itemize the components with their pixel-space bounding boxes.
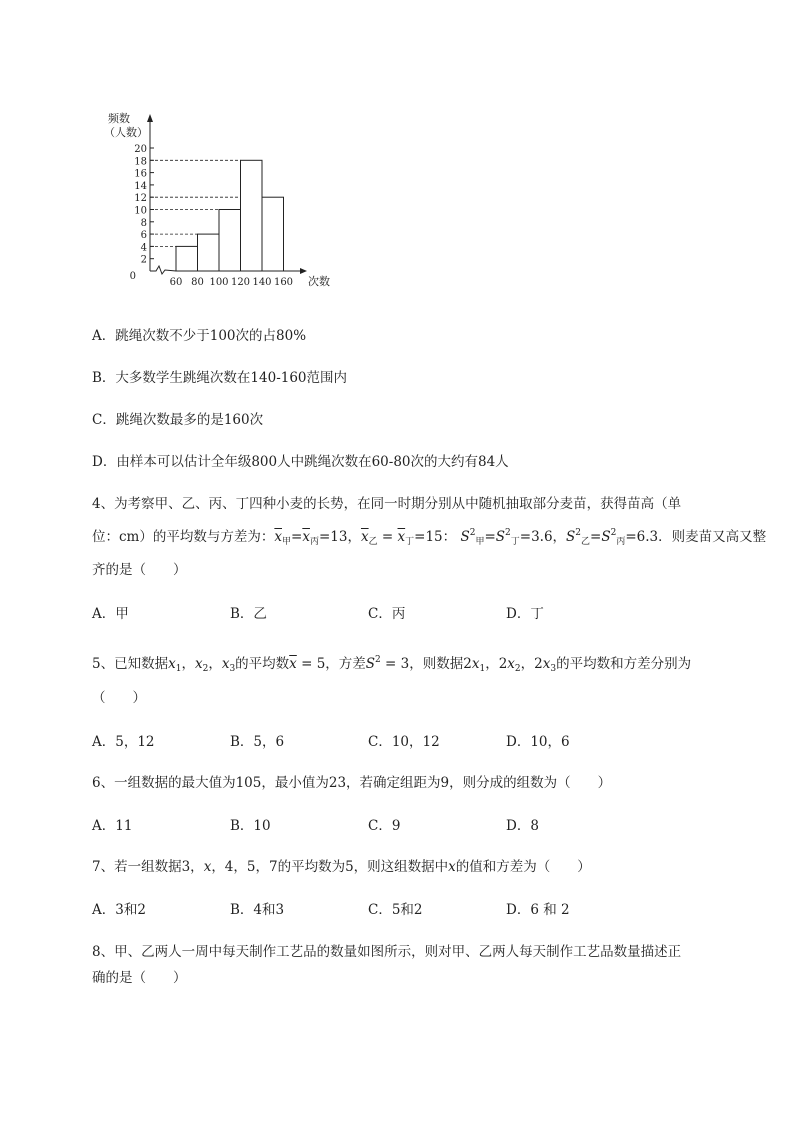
x-tick-label: 120 bbox=[230, 277, 251, 288]
q4-option-b[interactable]: B．乙 bbox=[230, 606, 267, 622]
q4-options bbox=[92, 602, 692, 622]
y-tick-label: 14 bbox=[134, 180, 147, 192]
y-tick-label: 4 bbox=[140, 242, 147, 254]
q5-option-d[interactable]: D．10，6 bbox=[506, 734, 570, 750]
q7-option-b[interactable]: B．4和3 bbox=[230, 902, 285, 918]
q4-option-d[interactable]: D．丁 bbox=[506, 606, 544, 622]
q5-options bbox=[92, 730, 692, 750]
y-tick-label: 12 bbox=[134, 193, 147, 205]
x-tick-label: 80 bbox=[191, 277, 204, 288]
q3-option-a[interactable]: A．跳绳次数不少于100次的占80% bbox=[92, 328, 307, 344]
q4-stem-line1: 4、为考察甲、乙、丙、丁四种小麦的长势，在同一时期分别从中随机抽取部分麦苗，获得苗高（单 bbox=[92, 496, 682, 512]
q7-stem: 7、若一组数据3，x，4，5，7的平均数为5，则这组数据中x的值和方差为（ ） bbox=[92, 859, 591, 875]
x-tick-label: 60 bbox=[169, 277, 183, 288]
histogram-bar bbox=[241, 160, 263, 271]
histogram-svg bbox=[100, 108, 350, 293]
q8-stem-line1: 8、甲、乙两人一周中每天制作工艺品的数量如图所示，则对甲、乙两人每天制作工艺品数量描述正 bbox=[92, 944, 682, 960]
y-axis-arrow bbox=[147, 114, 153, 122]
q5-stem-line2: （ ） bbox=[92, 690, 146, 706]
q3-option-b[interactable]: B．大多数学生跳绳次数在140-160范围内 bbox=[92, 370, 348, 386]
q4-stem-line3: 齐的是（ ） bbox=[92, 562, 187, 578]
q3-option-c[interactable]: C．跳绳次数最多的是160次 bbox=[92, 412, 264, 428]
y-tick-label: 2 bbox=[140, 254, 147, 266]
q5-stem-line1: 5、已知数据$x_1$，$x_2$，$x_3$的平均数$\overline{x} = 5$，方差$S^2 = 3$，则数据$2x_1$，$2x_2$，$2x_3$的平均数和方差分别为 bbox=[92, 655, 692, 674]
q3-option-d[interactable]: D．由样本可以估计全年级800人中跳绳次数在60-80次的大约有84人 bbox=[92, 454, 509, 470]
x-tick-label: 160 bbox=[273, 277, 294, 288]
q7-option-a[interactable]: A．3和2 bbox=[92, 902, 146, 918]
y-axis-title-line2: （人数） bbox=[104, 126, 148, 139]
x-axis-title: 次数 bbox=[308, 275, 330, 288]
y-tick-label: 10 bbox=[134, 205, 147, 217]
q4-stem-line2: 位：cm）的平均数与方差为：$\overline{x}_甲=\overline{x}_丙=13$，$\overline{x}_乙 = \overline{x}_丁=15$： $S^2_甲=S^2_丁=3.6$，$S^2_乙=S^2_丙=6.3$．则麦苗又高又整 bbox=[92, 528, 767, 547]
q6-option-d[interactable]: D．8 bbox=[506, 818, 539, 834]
y-tick-label: 6 bbox=[140, 230, 147, 242]
q6-option-a[interactable]: A．11 bbox=[92, 818, 133, 834]
q6-option-c[interactable]: C．9 bbox=[368, 818, 401, 834]
q6-option-b[interactable]: B．10 bbox=[230, 818, 271, 834]
q7-option-c[interactable]: C．5和2 bbox=[368, 902, 423, 918]
q4-option-a[interactable]: A．甲 bbox=[92, 606, 129, 622]
y-tick-label: 8 bbox=[140, 217, 147, 229]
y-axis-title-line1: 频数 bbox=[108, 112, 130, 125]
y-tick-label: 0 bbox=[129, 271, 136, 282]
q5-option-b[interactable]: B．5，6 bbox=[230, 734, 285, 750]
histogram-chart bbox=[100, 108, 350, 293]
y-tick-label: 16 bbox=[134, 168, 147, 180]
q5-option-c[interactable]: C．10，12 bbox=[368, 734, 440, 750]
histogram-bar bbox=[198, 234, 220, 271]
histogram-bar bbox=[219, 210, 241, 272]
y-tick-label: 18 bbox=[134, 156, 147, 168]
q5-option-a[interactable]: A．5，12 bbox=[92, 734, 155, 750]
histogram-bar bbox=[262, 197, 284, 271]
x-axis-arrow bbox=[300, 268, 307, 274]
q8-stem-line2: 确的是（ ） bbox=[92, 970, 187, 986]
y-tick-label: 20 bbox=[134, 144, 147, 155]
q7-options bbox=[92, 898, 692, 918]
q6-options bbox=[92, 814, 692, 834]
q4-option-c[interactable]: C．丙 bbox=[368, 606, 406, 622]
q6-stem: 6、一组数据的最大值为105，最小值为23，若确定组距为9，则分成的组数为（ ） bbox=[92, 775, 612, 791]
x-tick-label: 100 bbox=[209, 277, 229, 288]
x-tick-label: 140 bbox=[252, 277, 272, 288]
histogram-bar bbox=[176, 246, 198, 271]
q7-option-d[interactable]: D．6 和 2 bbox=[506, 902, 570, 918]
